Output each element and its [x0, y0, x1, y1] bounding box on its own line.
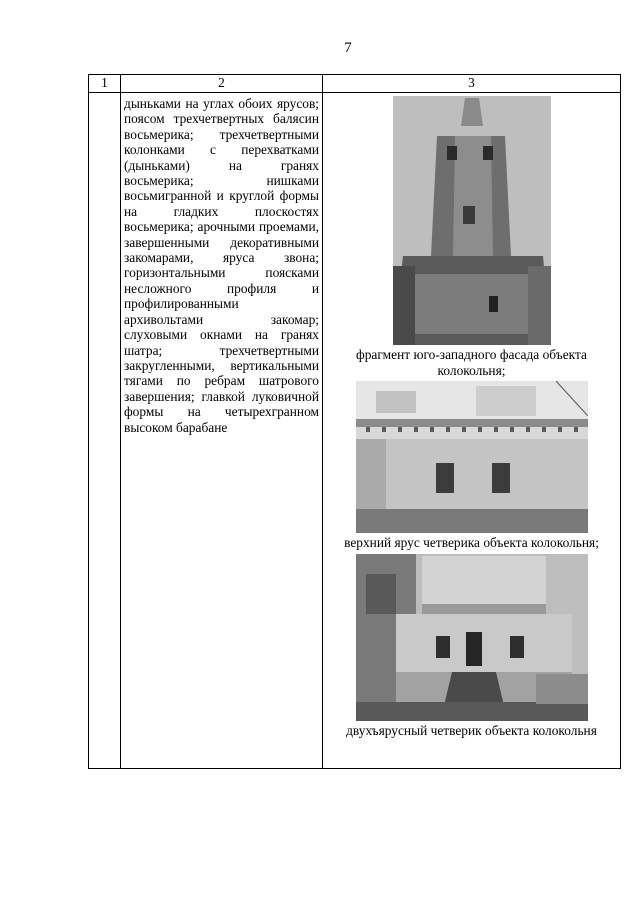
column-header-1: 1	[89, 75, 121, 93]
table-row	[89, 93, 621, 769]
empty-cell	[89, 93, 121, 769]
photo-caption-2: верхний ярус четверика объекта колокольня;	[344, 535, 599, 550]
bell-tower-photo	[393, 96, 551, 345]
photo-caption-1: фрагмент юго-западного фасада объекта колокольня;	[356, 347, 587, 378]
monument-description-table	[88, 74, 621, 769]
header-row	[89, 75, 621, 93]
page-number: 7	[344, 40, 352, 56]
upper-tier-photo	[356, 381, 588, 533]
photos-cell	[323, 93, 621, 769]
column-header-3: 3	[323, 75, 621, 93]
two-tier-quadrangle-photo	[356, 554, 588, 721]
photo-caption-3: двухъярусный четверик объекта колокольня	[346, 722, 597, 738]
description-text: дыньками на углах обоих ярусов; поясом трехчетвертных балясин восьмерика; трехчетвертными колонками с перехватками (дыньками) на гранях восьмерика; нишками восьмигранной и круглой формы на гладких плоскостях восьмерика; арочными проемами, завершенными декоративными закомарами, яруса звона; горизонтальными поясками несложного профиля и профилированными архивольтами закомар; слуховыми окнами на гранях шатра; трехчетвертными закругленными, вертикальными тягами по ребрам шатрового завершения; главкой луковичной формы на четырехгранном высоком барабане	[121, 93, 323, 769]
column-header-2: 2	[121, 75, 323, 93]
